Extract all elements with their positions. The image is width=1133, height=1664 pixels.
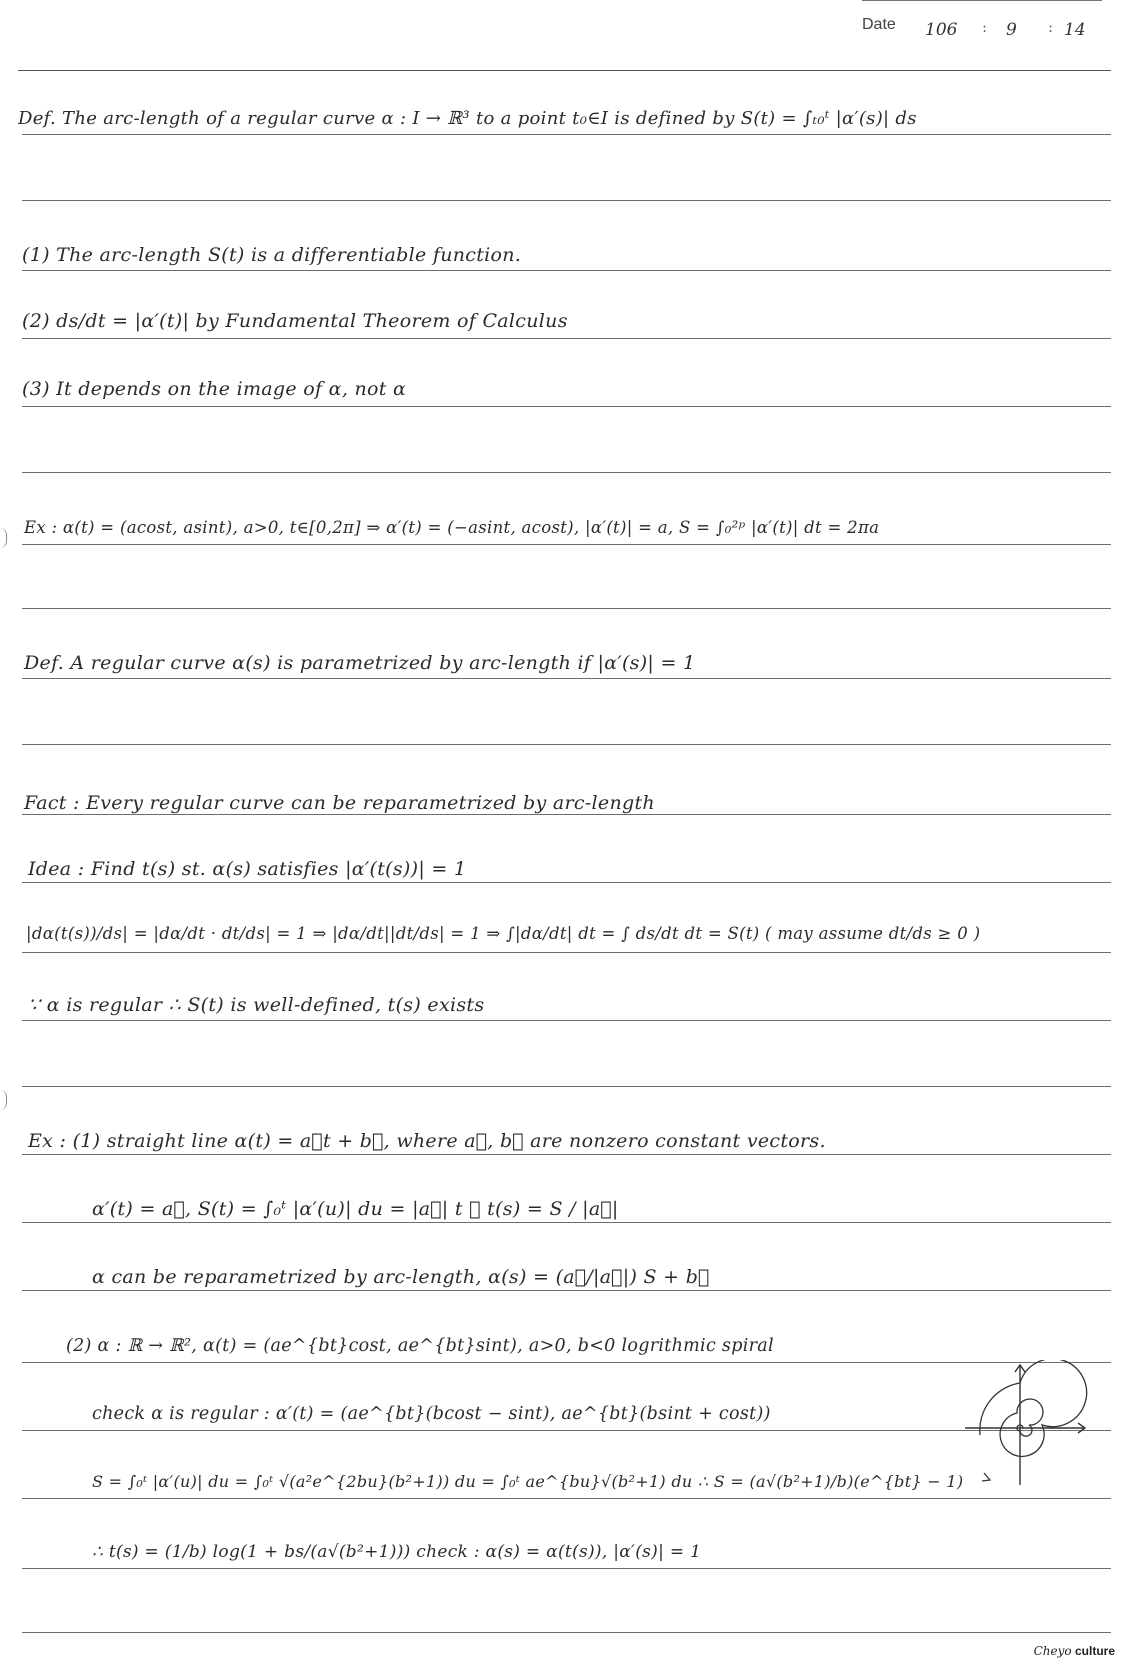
spiral-reparametrization: ∴ t(s) = (1/b) log(1 + bs/(a√(b²+1))) check : α(s) = α(t(s)), |α′(s)| = 1 [92,1542,702,1562]
property-1: (1) The arc-length S(t) is a differentiable function. [22,244,522,266]
straight-line-arc-length: α′(t) = a⃗, S(t) = ∫₀ᵗ |α′(u)| du = |a⃗| t ∴ t(s) = S / |a⃗| [92,1198,619,1220]
header-top-line [862,0,1102,1]
ruled-line [22,882,1111,883]
spiral-curve [980,1360,1087,1456]
ruled-line [22,1498,1111,1499]
regularity-conclusion: ∵ α is regular ∴ S(t) is well-defined, t(s) exists [28,994,485,1016]
binding-mark [0,528,7,548]
ruled-line [22,678,1111,679]
derivation-equation: |dα(t(s))/ds| = |dα/dt · dt/ds| = 1 ⇒ |dα/dt||dt/ds| = 1 ⇒ ∫|dα/dt| dt = ∫ ds/dt dt = S(t) ( may assume dt/ds ≥ 0 ) [26,924,981,943]
date-separator: : [982,18,988,36]
spiral-regularity-check: check α is regular : α′(t) = (ae^{bt}(bcost − sint), ae^{bt}(bsint + cost)) [92,1404,771,1424]
spiral-arc-length: S = ∫₀ᵗ |α′(u)| du = ∫₀ᵗ √(a²e^{2bu}(b²+1)) du = ∫₀ᵗ ae^{bu}√(b²+1) du ∴ S = (a√(b²+1)/b)(e^{bt} − 1) [92,1472,964,1491]
binding-mark [0,1090,7,1110]
example-logarithmic-spiral: (2) α : ℝ → ℝ², α(t) = (ae^{bt}cost, ae^{bt}sint), a>0, b<0 logrithmic spiral [66,1336,774,1356]
ruled-line [22,1632,1111,1633]
ruled-line [22,744,1111,745]
ruled-line [22,406,1111,407]
ruled-line [22,1362,1111,1363]
brand-word: culture [1074,1644,1115,1658]
ruled-line [22,952,1111,953]
example-straight-line: Ex : (1) straight line α(t) = a⃗t + b⃗, where a⃗, b⃗ are nonzero constant vectors. [28,1130,826,1152]
definition-arc-length-parametrization: Def. A regular curve α(s) is parametrized by arc-length if |α′(s)| = 1 [24,652,696,674]
header-rule [18,70,1111,71]
spiral-direction-arrow-icon [982,1473,990,1481]
logarithmic-spiral-sketch [960,1360,1090,1490]
ruled-line [22,814,1111,815]
straight-line-reparametrization: α can be reparametrized by arc-length, α(s) = (a⃗/|a⃗|) S + b⃗ [92,1266,710,1288]
ruled-line [22,270,1111,271]
property-3: (3) It depends on the image of α, not α [22,378,407,400]
ruled-line [22,1290,1111,1291]
ruled-line [22,200,1111,201]
ruled-line [22,472,1111,473]
ruled-line [22,1568,1111,1569]
fact-statement: Fact : Every regular curve can be reparametrized by arc-length [24,792,655,814]
property-2: (2) ds/dt = |α′(t)| by Fundamental Theorem of Calculus [22,310,568,332]
ruled-line [22,544,1111,545]
ruled-line [22,608,1111,609]
example-circle: Ex : α(t) = (acost, asint), a>0, t∈[0,2π] ⇒ α′(t) = (−asint, acost), |α′(t)| = a, S = ∫₀²ᵖ |α′(t)| dt = 2πa [24,518,880,537]
ruled-line [22,1086,1111,1087]
ruled-line [22,338,1111,339]
definition-arc-length: Def. The arc-length of a regular curve α : I → ℝ³ to a point t₀∈I is defined by S(t) = ∫ₜ₀ᵗ |α′(s)| ds [18,108,917,129]
ruled-line [22,1154,1111,1155]
ruled-line [22,1222,1111,1223]
notebook-brand [1034,1644,1115,1658]
date-month: 9 [1006,20,1017,40]
ruled-line [22,134,1111,135]
date-label: Date [862,16,896,33]
date-year: 106 [925,20,958,40]
brand-script: Cheyo [1033,1644,1072,1658]
date-separator: : [1048,18,1054,36]
ruled-line [22,1430,1111,1431]
ruled-line [22,1020,1111,1021]
date-day: 14 [1064,20,1086,40]
idea-statement: Idea : Find t(s) st. α(s) satisfies |α′(t(s))| = 1 [28,858,467,880]
